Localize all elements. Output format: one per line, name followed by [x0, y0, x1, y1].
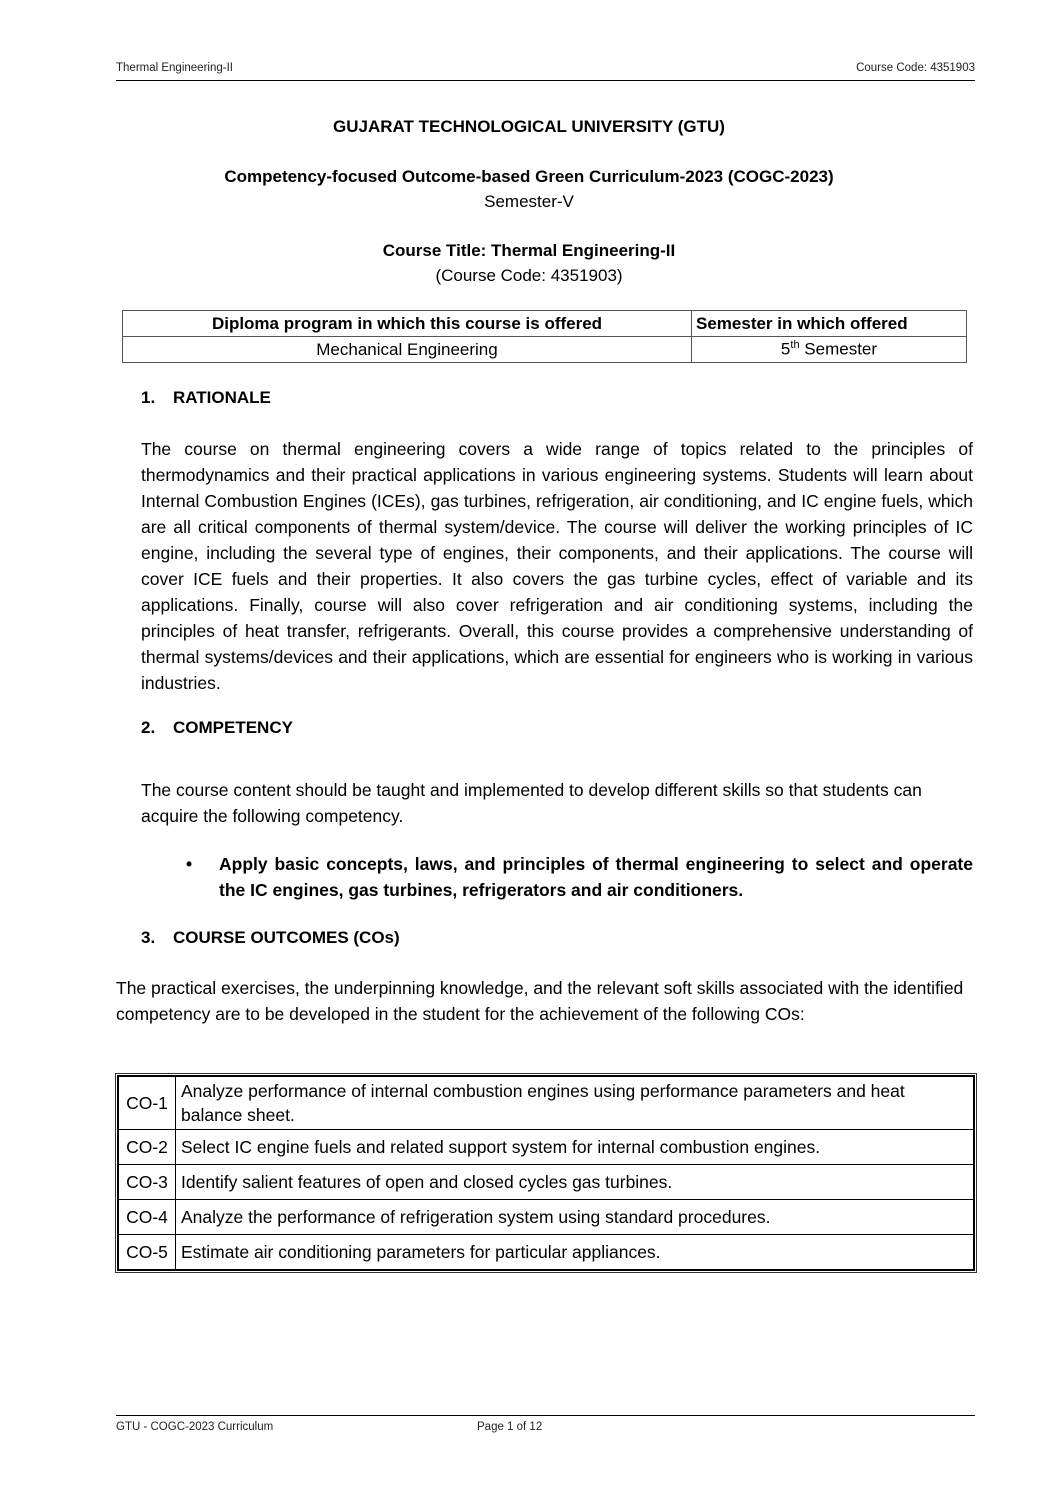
- competency-bullet: [186, 851, 973, 903]
- table-row: [118, 1076, 974, 1130]
- table-row: [118, 1200, 974, 1235]
- university-title: GUJARAT TECHNOLOGICAL UNIVERSITY (GTU): [333, 117, 725, 136]
- co-text: Identify salient features of open and closed cycles gas turbines.: [176, 1165, 975, 1200]
- section-number: 1.: [141, 388, 156, 407]
- course-code: (Course Code: 4351903): [435, 266, 623, 285]
- co-id: CO-3: [118, 1165, 176, 1200]
- semester-number: 5: [780, 339, 791, 359]
- curriculum-title: Competency-focused Outcome-based Green Curriculum-2023 (COGC-2023): [224, 167, 834, 186]
- section-title: COMPETENCY: [173, 718, 293, 737]
- program-table: [122, 310, 967, 363]
- competency-text: The course content should be taught and implemented to develop different skills so that students can acquire the following competency.: [141, 780, 922, 826]
- co-id: CO-1: [118, 1076, 176, 1130]
- co-text: Estimate air conditioning parameters for particular appliances.: [176, 1235, 975, 1271]
- section-heading-competency: [141, 718, 293, 738]
- co-text: Analyze the performance of refrigeration system using standard procedures.: [176, 1200, 975, 1235]
- section-heading-outcomes: [141, 928, 400, 948]
- table-row: [118, 1235, 974, 1271]
- header-course-code: Course Code: 4351903: [856, 62, 975, 74]
- section-number: 3.: [141, 928, 156, 947]
- co-id: CO-5: [118, 1235, 176, 1271]
- competency-statement: Apply basic concepts, laws, and principles of thermal engineering to select and operate the IC engines, gas turbines, refrigerators and air conditioners.: [219, 854, 973, 900]
- co-text: Analyze performance of internal combustion engines using performance parameters and heat balance sheet.: [176, 1076, 975, 1130]
- course-title: Course Title: Thermal Engineering-II: [382, 241, 676, 260]
- program-name: Mechanical Engineering: [123, 337, 692, 363]
- co-id: CO-4: [118, 1200, 176, 1235]
- section-title: COURSE OUTCOMES (COs): [173, 928, 400, 947]
- table-row: [118, 1165, 974, 1200]
- page-footer: [116, 1415, 975, 1433]
- semester-offered: [692, 337, 967, 363]
- section-number: 2.: [141, 718, 156, 737]
- semester-word: Semester: [799, 339, 878, 359]
- section-heading-rationale: [141, 388, 271, 408]
- program-table-header: [123, 311, 967, 337]
- section-title: RATIONALE: [173, 388, 271, 407]
- semester-column-header: Semester in which offered: [692, 311, 967, 337]
- footer-curriculum: GTU - COGC-2023 Curriculum: [116, 1421, 274, 1433]
- header-course-name: Thermal Engineering-II: [116, 62, 233, 74]
- program-column-header: Diploma program in which this course is offered: [123, 311, 692, 337]
- table-row: [118, 1130, 974, 1165]
- co-text: Select IC engine fuels and related support system for internal combustion engines.: [176, 1130, 975, 1165]
- semester-label: Semester-V: [484, 192, 574, 211]
- outcomes-text: The practical exercises, the underpinning knowledge, and the relevant soft skills associated with the identified competency are to be developed in the student for the achievement of the following COs:: [116, 978, 964, 1024]
- course-outcomes-table-wrapper: [115, 1073, 977, 1273]
- semester-suffix: th: [790, 339, 800, 352]
- page-number: Page 1 of 12: [477, 1421, 543, 1433]
- course-outcomes-table: [117, 1075, 975, 1271]
- page-header: [116, 62, 975, 81]
- rationale-text: The course on thermal engineering covers a wide range of topics related to the principles of thermodynamics and their practical applications in various engineering systems. Students will learn about Internal Combustion Engines (ICEs), gas turbines, refrigeration, air conditioning, and IC engine fuels, which are all critical components of thermal system/device. The course will deliver the working principles of IC engine, including the several type of engines, their components, and their applications. The course will cover ICE fuels and their properties. It also covers the gas turbine cycles, effect of variable and its applications. Finally, course will also cover refrigeration and air conditioning systems, including the principles of heat transfer, refrigerants. Overall, this course provides a comprehensive understanding of thermal systems/devices and their applications, which are essential for engineers who is working in various industries.: [141, 439, 973, 693]
- co-id: CO-2: [118, 1130, 176, 1165]
- program-table-row: [123, 337, 967, 363]
- bullet-icon: •: [186, 854, 193, 874]
